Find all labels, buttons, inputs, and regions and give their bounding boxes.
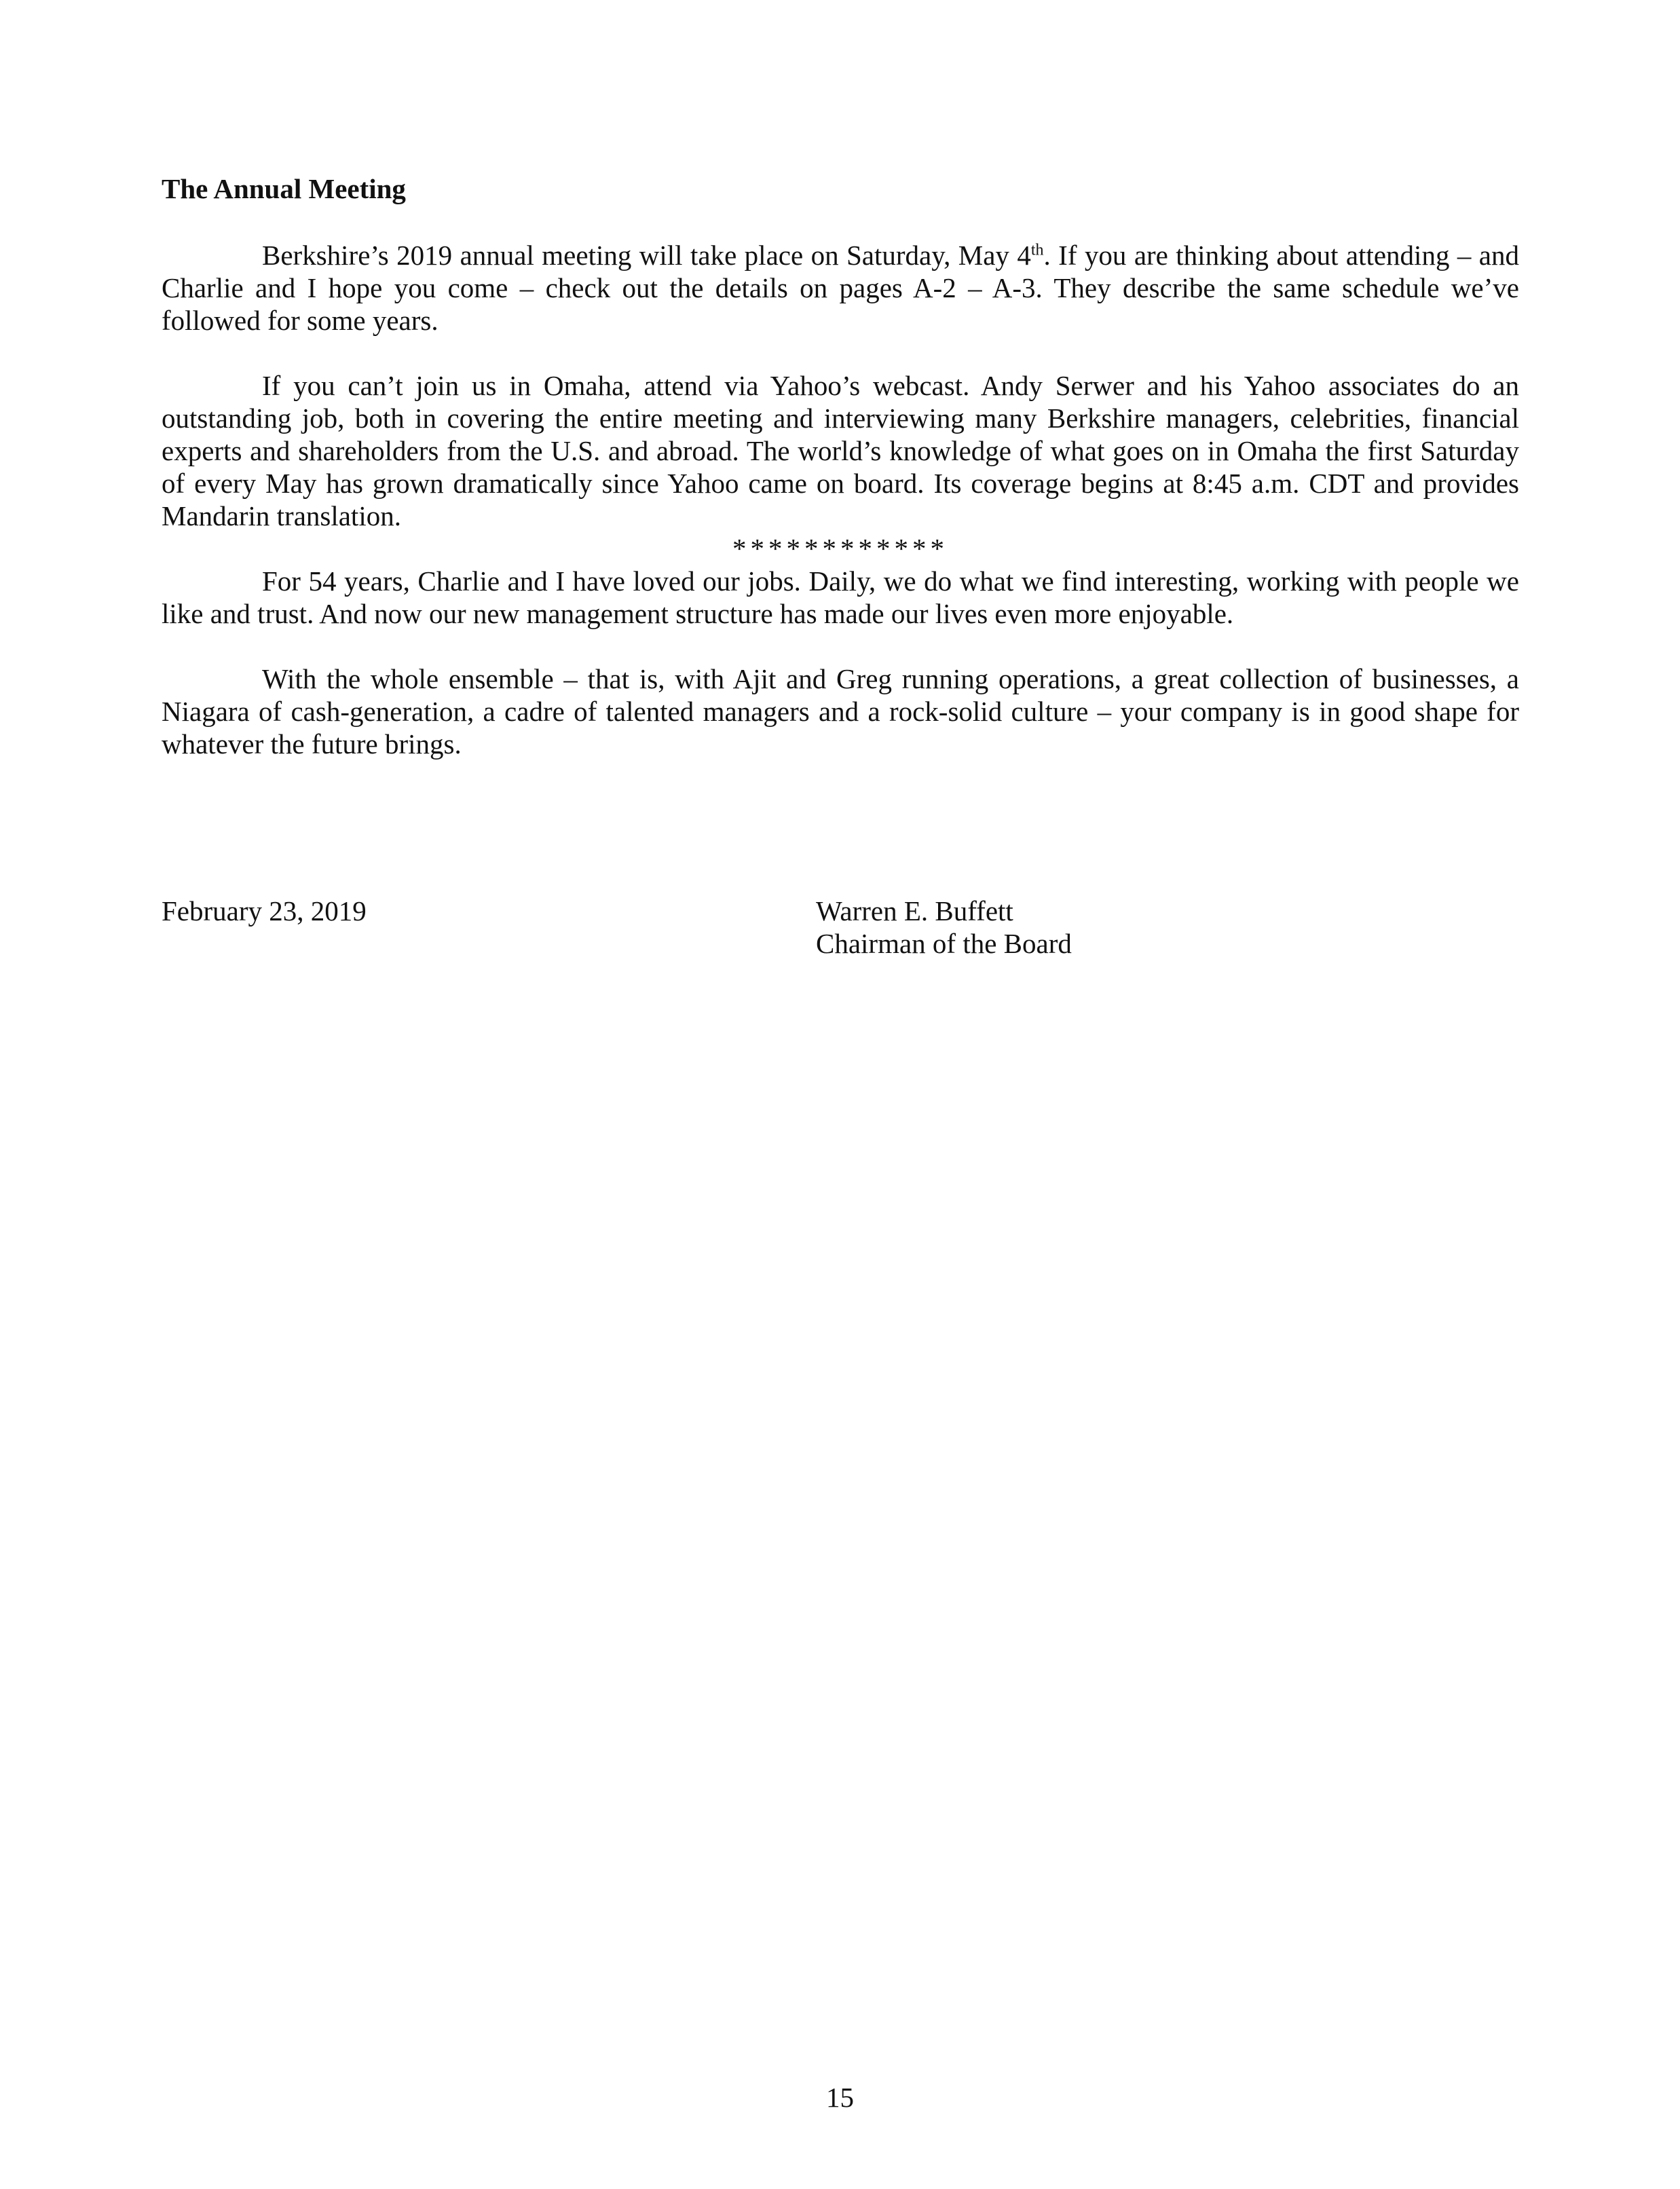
signatory-title: Chairman of the Board <box>816 928 1072 959</box>
page-number: 15 <box>826 2082 854 2113</box>
paragraph-annual-meeting-date <box>162 239 1519 337</box>
paragraph-text-after-superscript: . If you are thinking about attending – and Charlie and I hope you come – check out the details on pages A-2 – A-3. They describe the same schedule we’ve followed for some years. <box>162 240 1519 336</box>
letter-body <box>162 172 1519 793</box>
asterisk-separator: ************ <box>732 533 948 564</box>
paragraph-loved-our-jobs: For 54 years, Charlie and I have loved our jobs. Daily, we do what we find interesting, working with people we like and trust. And now our new management structure has made our lives even more enjoyable. <box>162 565 1519 629</box>
section-heading: The Annual Meeting <box>162 173 406 204</box>
paragraph-webcast: If you can’t join us in Omaha, attend via Yahoo’s webcast. Andy Serwer and his Yahoo associates do an outstanding job, both in covering the entire meeting and interviewing many Berkshire managers, celebrities, financial experts and shareholders from the U.S. and abroad. The world’s knowledge of what goes on in Omaha the first Saturday of every May has grown dramatically since Yahoo came on board. Its coverage begins at 8:45 a.m. CDT and provides Mandarin translation. <box>162 370 1519 531</box>
letter-date: February 23, 2019 <box>162 895 367 927</box>
signatory-name: Warren E. Buffett <box>816 895 1013 927</box>
paragraph-text-before-superscript: Berkshire’s 2019 annual meeting will take place on Saturday, May 4 <box>262 240 1031 271</box>
paragraph-company-outlook: With the whole ensemble – that is, with Ajit and Greg running operations, a great collection of businesses, a Niagara of cash-generation, a cadre of talented managers and a rock-solid culture – your company is in good shape for whatever the future brings. <box>162 663 1519 760</box>
ordinal-superscript: th <box>1030 241 1044 259</box>
